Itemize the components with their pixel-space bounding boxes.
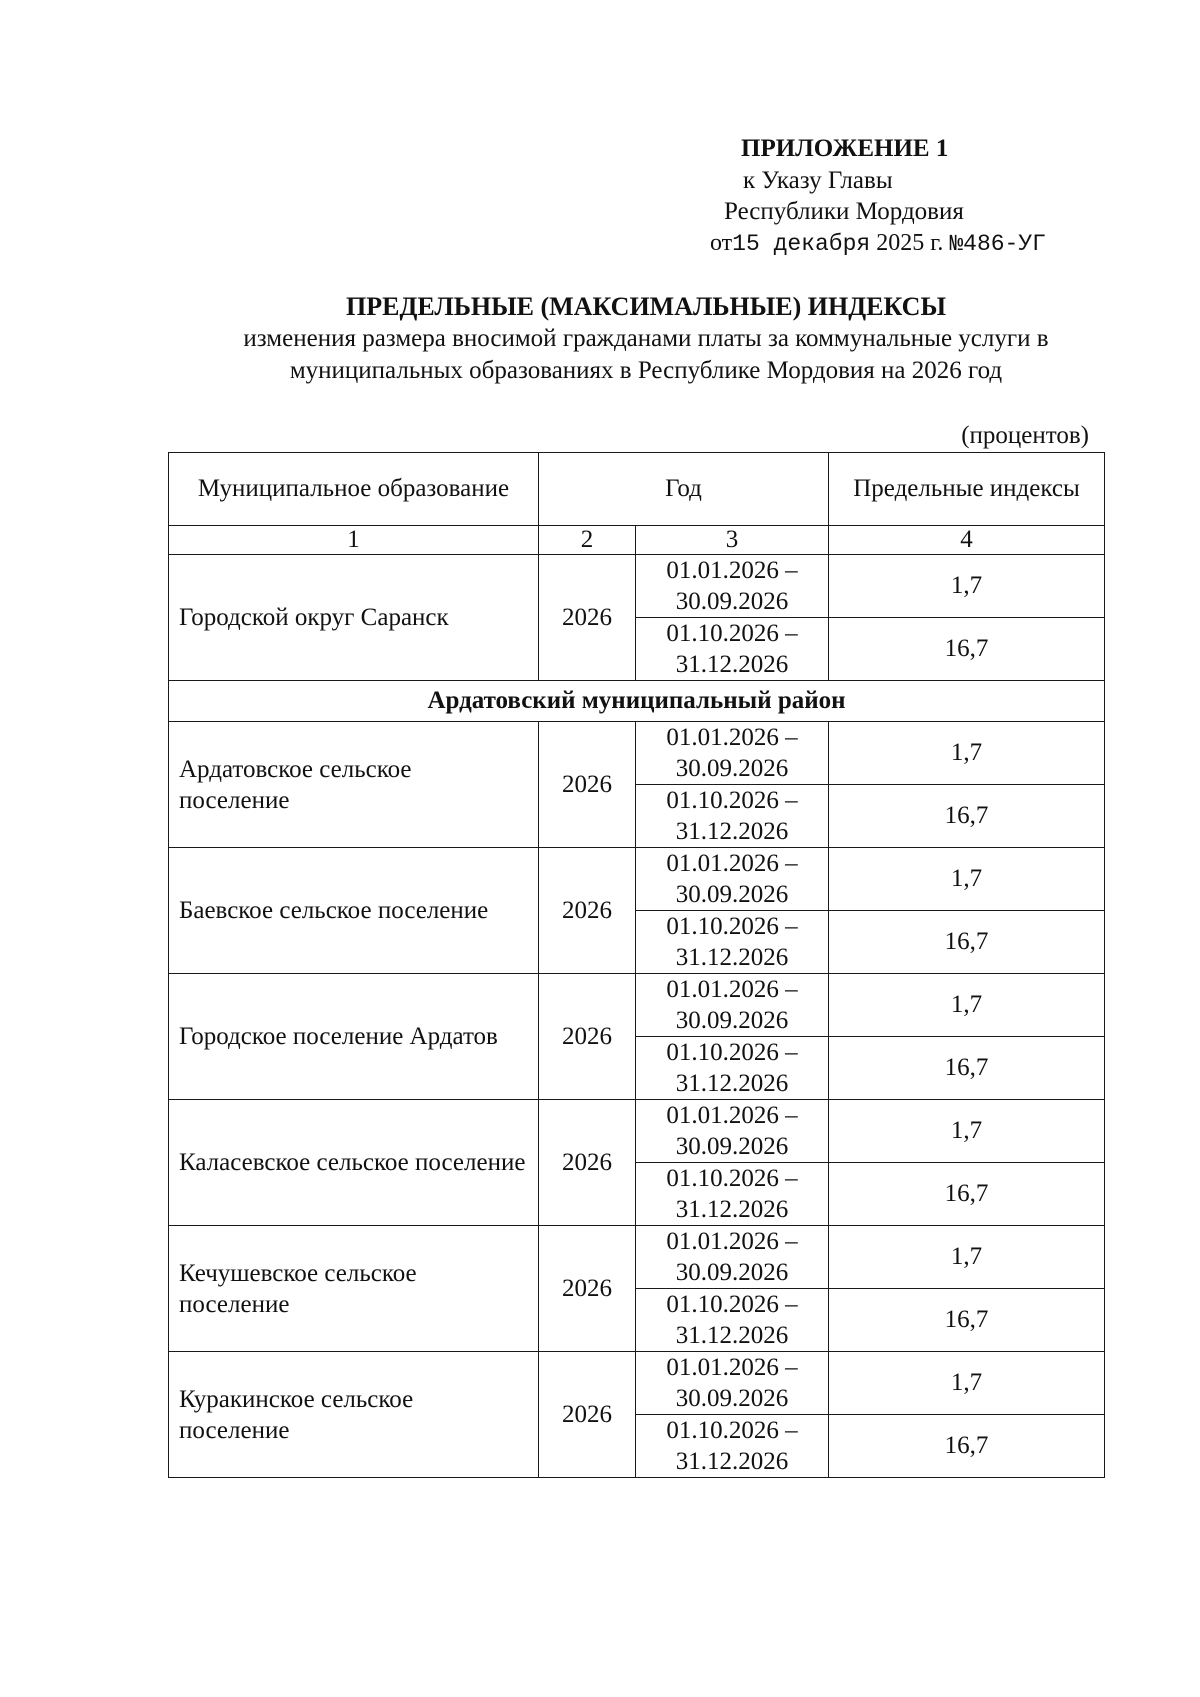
index-value: 1,7 (829, 1352, 1105, 1415)
year-cell: 2026 (539, 1226, 636, 1352)
period-from: 01.10.2026 – (666, 913, 798, 940)
appendix-line-decree: к Указу Главы (743, 166, 893, 194)
period-from: 01.01.2026 – (666, 850, 798, 877)
period-cell (636, 1226, 829, 1289)
period-from: 01.10.2026 – (666, 787, 798, 814)
document-heading (160, 291, 1132, 387)
indices-table (168, 452, 1105, 1478)
index-value: 16,7 (829, 1415, 1105, 1478)
document-subtitle-line-1: изменения размера вносимой гражданами платы за коммунальные услуги в (243, 325, 1049, 352)
appendix-line-republic: Республики Мордовия (724, 198, 964, 225)
period-from: 01.01.2026 – (666, 724, 798, 751)
period-cell (636, 1415, 829, 1478)
header-year: Год (539, 453, 829, 526)
period-cell (636, 618, 829, 681)
period-from: 01.01.2026 – (666, 1228, 798, 1255)
period-to: 30.09.2026 (675, 1259, 789, 1286)
period-cell (636, 1037, 829, 1100)
column-number-2: 2 (539, 526, 636, 555)
period-cell (636, 555, 829, 618)
appendix-date-prefix: от (710, 229, 733, 256)
period-from: 01.01.2026 – (666, 557, 798, 584)
period-to: 31.12.2026 (675, 818, 789, 845)
municipality-name: Городской округ Саранск (169, 555, 539, 681)
section-title: Ардатовский муниципальный район (169, 681, 1105, 722)
period-cell (636, 1289, 829, 1352)
period-cell (636, 974, 829, 1037)
period-to: 30.09.2026 (675, 1007, 789, 1034)
column-number-3: 3 (636, 526, 829, 555)
header-indices: Предельные индексы (829, 453, 1105, 526)
period-from: 01.10.2026 – (666, 1165, 798, 1192)
year-cell: 2026 (539, 1352, 636, 1478)
period-from: 01.10.2026 – (666, 1039, 798, 1066)
period-from: 01.10.2026 – (666, 1291, 798, 1318)
table-row (169, 1100, 1105, 1163)
period-cell (636, 1352, 829, 1415)
column-numbers-row (169, 526, 1105, 555)
period-cell (636, 848, 829, 911)
period-cell (636, 1100, 829, 1163)
index-value: 1,7 (829, 1226, 1105, 1289)
municipality-name: Городское поселение Ардатов (169, 974, 539, 1100)
appendix-date-day: 15 декабря (732, 230, 871, 257)
document-subtitle-line-2: муниципальных образованиях в Республике Мордовия на 2026 год (289, 357, 1003, 384)
column-number-4: 4 (829, 526, 1105, 555)
appendix-title: ПРИЛОЖЕНИЕ 1 (741, 135, 949, 162)
index-value: 16,7 (829, 911, 1105, 974)
table-row (169, 848, 1105, 911)
period-to: 30.09.2026 (675, 755, 789, 782)
header-municipality: Муниципальное образование (169, 453, 539, 526)
period-to: 31.12.2026 (675, 944, 789, 971)
period-cell (636, 722, 829, 785)
municipality-name: Ардатовское сельское поселение (169, 722, 539, 848)
table-row (169, 1352, 1105, 1415)
table-header-row (169, 453, 1105, 526)
section-row (169, 681, 1105, 722)
period-from: 01.10.2026 – (666, 620, 798, 647)
appendix-block (600, 133, 1100, 260)
column-number-1: 1 (169, 526, 539, 555)
index-value: 1,7 (829, 555, 1105, 618)
units-label: (процентов) (961, 422, 1089, 449)
period-cell (636, 911, 829, 974)
period-to: 31.12.2026 (675, 1322, 789, 1349)
index-value: 16,7 (829, 1289, 1105, 1352)
index-value: 1,7 (829, 1100, 1105, 1163)
index-value: 1,7 (829, 848, 1105, 911)
period-from: 01.01.2026 – (666, 1102, 798, 1129)
period-to: 31.12.2026 (675, 1070, 789, 1097)
year-cell: 2026 (539, 974, 636, 1100)
period-to: 31.12.2026 (675, 1448, 789, 1475)
period-from: 01.01.2026 – (666, 1354, 798, 1381)
period-to: 30.09.2026 (675, 1385, 789, 1412)
period-from: 01.10.2026 – (666, 1417, 798, 1444)
period-to: 31.12.2026 (675, 1196, 789, 1223)
municipality-name: Баевское сельское поселение (169, 848, 539, 974)
table-row (169, 1226, 1105, 1289)
appendix-line-date (600, 228, 1100, 261)
period-to: 31.12.2026 (675, 651, 789, 678)
year-cell: 2026 (539, 555, 636, 681)
municipality-name: Куракинское сельское поселение (169, 1352, 539, 1478)
period-to: 30.09.2026 (675, 588, 789, 615)
index-value: 16,7 (829, 618, 1105, 681)
appendix-date-year: 2025 г. (870, 229, 950, 256)
year-cell: 2026 (539, 848, 636, 974)
period-from: 01.01.2026 – (666, 976, 798, 1003)
year-cell: 2026 (539, 722, 636, 848)
period-cell (636, 785, 829, 848)
year-cell: 2026 (539, 1100, 636, 1226)
index-value: 16,7 (829, 1037, 1105, 1100)
municipality-name: Каласевское сельское поселение (169, 1100, 539, 1226)
period-to: 30.09.2026 (675, 1133, 789, 1160)
index-value: 16,7 (829, 785, 1105, 848)
period-cell (636, 1163, 829, 1226)
index-value: 1,7 (829, 974, 1105, 1037)
document-title: ПРЕДЕЛЬНЫЕ (МАКСИМАЛЬНЫЕ) ИНДЕКСЫ (346, 292, 946, 321)
table-row (169, 974, 1105, 1037)
index-value: 16,7 (829, 1163, 1105, 1226)
municipality-name: Кечушевское сельское поселение (169, 1226, 539, 1352)
table-row (169, 555, 1105, 618)
index-value: 1,7 (829, 722, 1105, 785)
period-to: 30.09.2026 (675, 881, 789, 908)
table-row (169, 722, 1105, 785)
appendix-reg-number: №486-УГ (949, 230, 1046, 257)
